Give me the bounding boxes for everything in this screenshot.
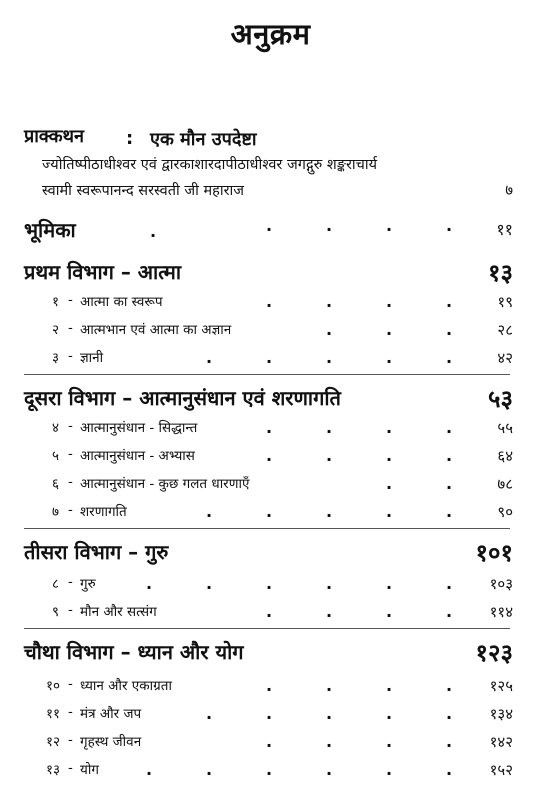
chapter-number: २ <box>52 322 60 338</box>
section-1-label: प्रथम विभाग – आत्मा <box>24 260 182 284</box>
chapter-label: गृहस्थ जीवन <box>80 734 142 750</box>
toc-chapter-row[interactable]: २ - आत्मभान एवं आत्मा का अज्ञान . . . २८ <box>52 320 513 339</box>
chapter-label: आत्मानुसंधान - अभ्यास <box>80 448 195 464</box>
chapter-page-number: १३४ <box>489 705 513 723</box>
section-divider <box>24 628 510 629</box>
toc-chapter-row[interactable]: १ - आत्मा का स्वरूप . . . . १९ <box>52 292 513 311</box>
chapter-page-number: १९ <box>497 293 513 311</box>
chapter-label: शरणागति <box>80 504 127 520</box>
chapter-label: आत्मा का स्वरूप <box>80 294 163 310</box>
toc-intro-row[interactable]: भूमिका . . . . . ११ <box>24 216 513 242</box>
section-4-page-number: १२३ <box>475 639 513 667</box>
chapter-label: मौन और सत्संग <box>80 604 157 620</box>
chapter-label: गुरु <box>80 576 96 592</box>
toc-chapter-row[interactable]: १३ - योग . . . . . . १५२ <box>46 760 513 779</box>
chapter-page-number: १२५ <box>489 677 513 695</box>
section-2-label: दूसरा विभाग – आत्मानुसंधान एवं शरणागति <box>24 386 341 410</box>
chapter-label: ज्ञानी <box>80 350 104 366</box>
chapter-page-number: ४२ <box>497 349 513 367</box>
chapter-number: ९ <box>52 604 60 620</box>
intro-page-number: ११ <box>496 220 513 239</box>
chapter-number: ३ <box>52 350 60 366</box>
chapter-page-number: १०३ <box>489 575 513 593</box>
section-4-label: चौथा विभाग – ध्यान और योग <box>24 640 244 664</box>
chapter-label: मंत्र और जप <box>80 706 142 722</box>
section-1-page-number: १३ <box>488 259 513 287</box>
chapter-number: १० <box>46 678 61 694</box>
chapter-number: ५ <box>52 448 60 464</box>
toc-chapter-row[interactable]: ७ - शरणागति . . . . . ९० <box>52 502 513 521</box>
toc-preface-row[interactable] <box>0 124 541 150</box>
section-3-page-number: १०१ <box>475 539 513 567</box>
chapter-label: आत्मभान एवं आत्मा का अज्ञान <box>80 322 232 338</box>
chapter-page-number: ९० <box>497 503 513 521</box>
chapter-label: आत्मानुसंधान - कुछ गलत धारणाएँ <box>80 476 250 492</box>
chapter-page-number: ११४ <box>489 603 513 621</box>
toc-section-3-row[interactable] <box>0 538 541 567</box>
chapter-page-number: १५२ <box>489 761 513 779</box>
preface-separator: : <box>126 128 134 149</box>
chapter-page-number: ७८ <box>497 475 513 493</box>
preface-subtitle: एक मौन उपदेष्टा <box>150 129 257 150</box>
preface-author-line1-row <box>0 154 541 176</box>
chapter-number: १ <box>52 294 60 310</box>
chapter-number: ४ <box>52 420 60 436</box>
section-3-label: तीसरा विभाग – गुरु <box>24 540 169 564</box>
chapter-page-number: ५५ <box>497 419 513 437</box>
section-2-page-number: ५३ <box>488 385 513 413</box>
toc-section-4-row[interactable] <box>0 638 541 667</box>
chapter-number: ६ <box>52 476 60 492</box>
toc-chapter-row[interactable]: ३ - ज्ञानी . . . . . ४२ <box>52 348 513 367</box>
chapter-page-number: २८ <box>497 321 513 339</box>
toc-chapter-row[interactable]: ११ - मंत्र और जप . . . . . १३४ <box>46 704 513 723</box>
toc-chapter-row[interactable]: १२ - गृहस्थ जीवन . . . . १४२ <box>46 732 513 751</box>
chapter-label: ध्यान और एकाग्रता <box>80 678 172 694</box>
intro-label: भूमिका <box>24 218 76 242</box>
chapter-number: ११ <box>46 706 61 722</box>
preface-label: प्राक्कथन <box>24 126 85 147</box>
preface-page-number: ७ <box>505 181 513 199</box>
preface-author-line2-row[interactable] <box>0 180 541 202</box>
chapter-number: १२ <box>46 734 61 750</box>
chapter-number: १३ <box>46 762 61 778</box>
toc-section-2-row[interactable] <box>0 384 541 413</box>
preface-author-line2: स्वामी स्वरूपानन्द सरस्वती जी महाराज <box>42 183 245 199</box>
section-divider <box>24 374 510 375</box>
toc-chapter-row[interactable]: १० - ध्यान और एकाग्रता . . . . १२५ <box>46 676 513 695</box>
chapter-page-number: ६४ <box>497 447 513 465</box>
toc-section-1-row[interactable] <box>0 258 541 287</box>
page-title: अनुक्रम <box>230 17 311 51</box>
chapter-number: ८ <box>52 576 60 592</box>
toc-chapter-row[interactable]: ८ - गुरु . . . . . . १०३ <box>52 574 513 593</box>
section-divider <box>24 528 510 529</box>
chapter-page-number: १४२ <box>489 733 513 751</box>
toc-chapter-row[interactable]: ६ - आत्मानुसंधान - कुछ गलत धारणाएँ . . ७८ <box>52 474 513 493</box>
chapter-label: आत्मानुसंधान - सिद्धान्त <box>80 420 198 436</box>
toc-chapter-row[interactable]: ४ - आत्मानुसंधान - सिद्धान्त . . . . ५५ <box>52 418 513 437</box>
toc-chapter-row[interactable]: ९ - मौन और सत्संग . . . . ११४ <box>52 602 513 621</box>
chapter-label: योग <box>80 762 99 778</box>
chapter-number: ७ <box>52 504 60 520</box>
toc-chapter-row[interactable]: ५ - आत्मानुसंधान - अभ्यास . . . . ६४ <box>52 446 513 465</box>
preface-author-line1: ज्योतिष्पीठाधीश्वर एवं द्वारकाशारदापीठाधीश्वर जगद्गुरु शङ्कराचार्य <box>42 157 377 173</box>
